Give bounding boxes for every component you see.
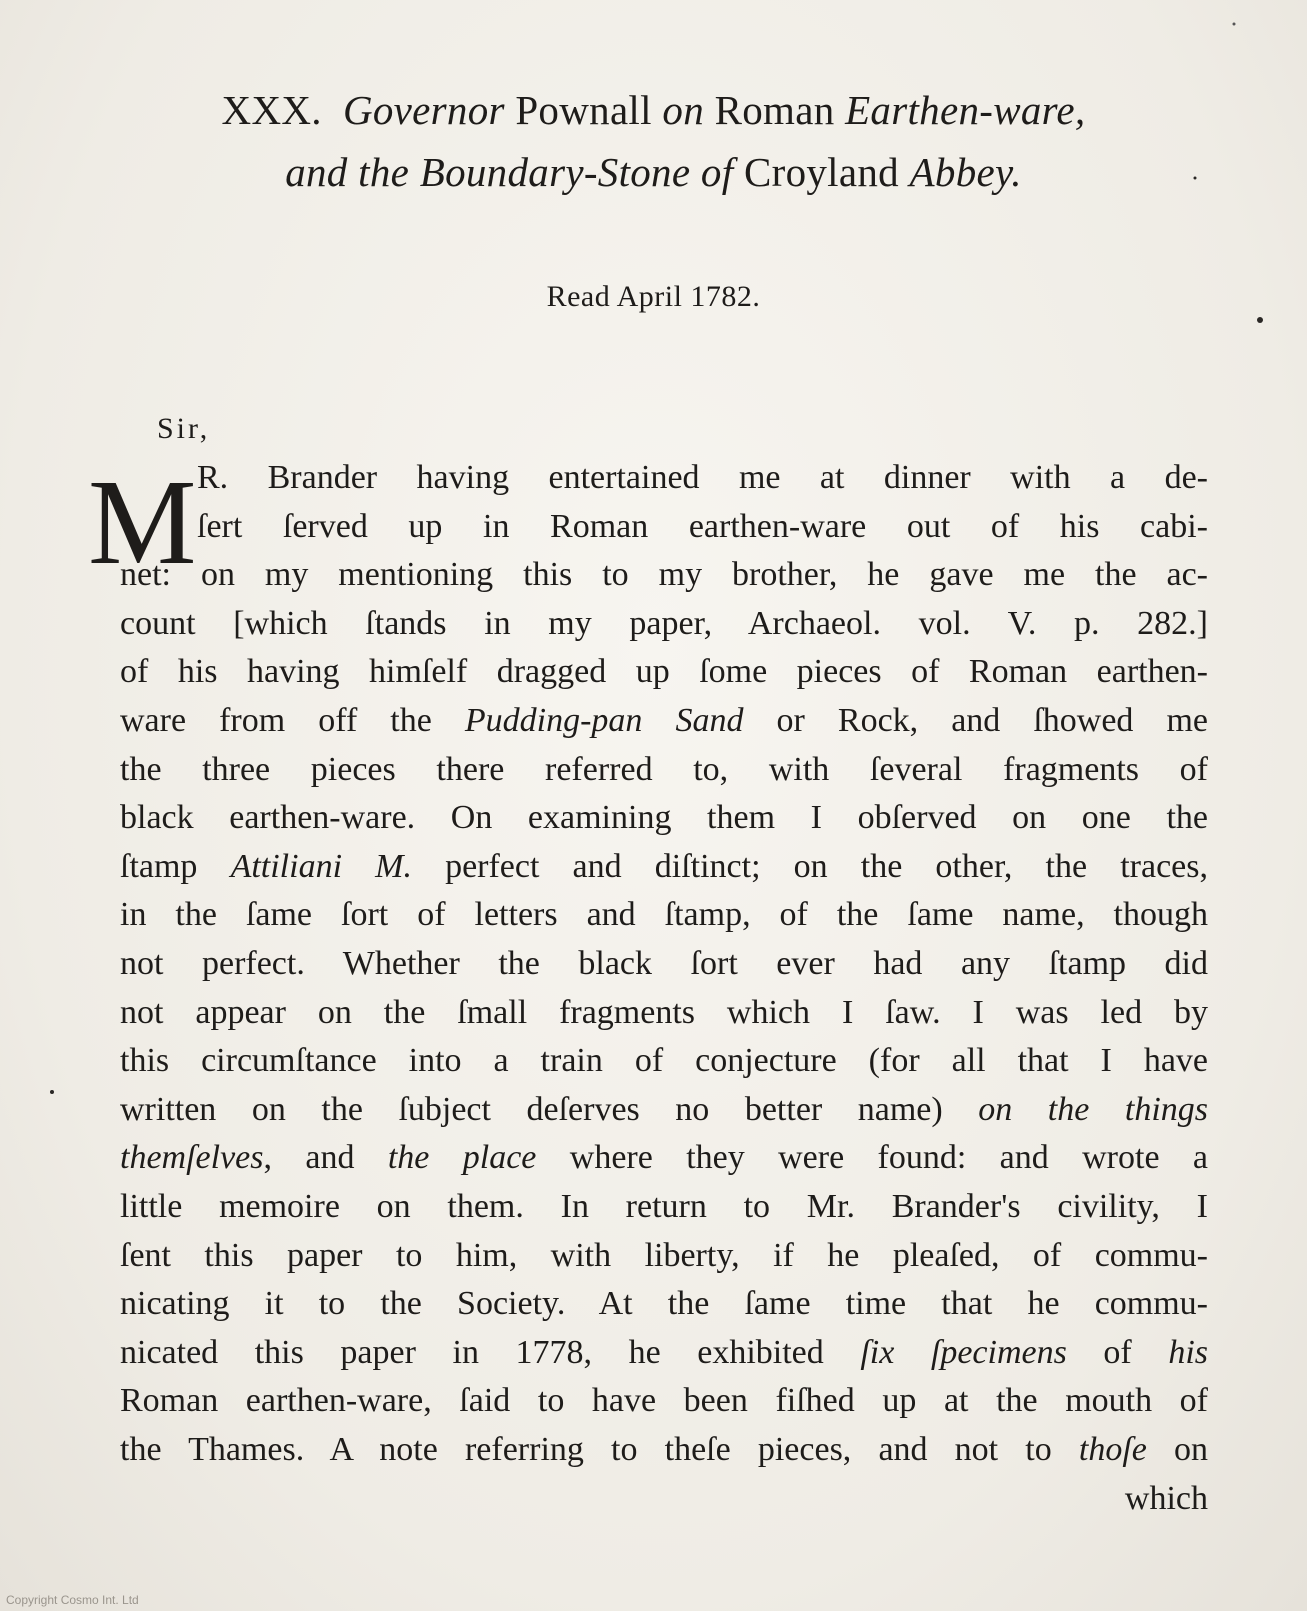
body-line: [120, 1333, 1208, 1373]
italic-phrase: the place: [387, 1139, 537, 1177]
italic-phrase: thoſe: [1078, 1431, 1147, 1468]
body-line: [120, 701, 1208, 741]
title-pownall: Pownall: [515, 87, 652, 133]
body-line: in the ſame ſort of letters and ſtamp, of the ſame name, though: [120, 896, 1208, 934]
text-run: the Thames. A note referring to theſe pieces, and not to: [120, 1431, 1079, 1468]
italic-phrase: ſix ſpecimens: [860, 1333, 1067, 1371]
text-run: of: [1066, 1333, 1169, 1371]
italic-phrase: Attiliani M.: [230, 847, 412, 885]
text-run: on: [1146, 1431, 1209, 1468]
italic-phrase: on the things: [978, 1090, 1208, 1128]
body-line: nicating it to the Society. At the ſame time that he commu-: [120, 1285, 1208, 1323]
article-title-line-2: [60, 138, 1247, 206]
text-run: perfect and diſtinct; on the other, the traces,: [411, 847, 1208, 885]
drop-cap: M: [88, 455, 197, 590]
italic-phrase: themſelves: [120, 1139, 264, 1177]
title-numeral: XXX.: [221, 87, 322, 133]
text-run: ſtamp: [120, 847, 231, 885]
body-line: Roman earthen-ware, ſaid to have been fiſhed up at the mouth of: [120, 1382, 1208, 1420]
body-line: not appear on the ſmall fragments which I ſaw. I was led by: [120, 993, 1208, 1031]
body-line: not perfect. Whether the black ſort ever had any ſtamp did: [120, 945, 1208, 982]
article-title-line-1: [60, 76, 1247, 144]
body-line: which: [1124, 1479, 1208, 1517]
body-line: black earthen-ware. On examining them I obſerved on one the: [120, 799, 1208, 837]
body-line: [120, 847, 1208, 887]
read-date: Read April 1782.: [546, 280, 761, 313]
speck: [1257, 317, 1263, 323]
speck: [1233, 23, 1236, 26]
salutation: Sir,: [157, 412, 211, 445]
body-line: [120, 1138, 1208, 1178]
speck: [50, 1090, 54, 1094]
body-line: [120, 1430, 1208, 1470]
body-line: net: on my mentioning this to my brother, he gave me the ac-: [120, 556, 1208, 594]
italic-phrase: Pudding-pan Sand: [464, 702, 744, 739]
text-run: written on the ſubject deſerves no better name): [120, 1090, 979, 1128]
title-and-the: and the: [285, 149, 410, 195]
body-line: R. Brander having entertained me at dinner with a de-: [197, 459, 1208, 496]
title-abbey: Abbey.: [909, 149, 1022, 195]
text-run: nicated this paper in 1778, he exhibited: [120, 1333, 861, 1371]
body-line: [120, 1090, 1208, 1130]
text-run: ware from off the: [120, 702, 465, 739]
text-run: , and: [263, 1139, 388, 1177]
italic-phrase: his: [1168, 1333, 1209, 1371]
title-croyland: Croyland: [743, 149, 899, 195]
body-line: the three pieces there referred to, with ſeveral fragments of: [120, 750, 1208, 788]
copyright-watermark: Copyright Cosmo Int. Ltd: [6, 1593, 139, 1607]
text-run: where they were found: and wrote a: [536, 1139, 1209, 1177]
body-line: ſert ſerved up in Roman earthen-ware out of his cabi-: [197, 507, 1208, 545]
title-governor: Governor: [342, 87, 505, 133]
body-line: ſent this paper to him, with liberty, if he pleaſed, of commu-: [120, 1236, 1208, 1274]
title-on: on: [662, 87, 704, 133]
title-of: of: [700, 149, 734, 195]
title-boundary-stone: Boundary-Stone: [419, 149, 691, 195]
body-line: little memoire on them. In return to Mr. Brander's civility, I: [120, 1188, 1208, 1225]
body-line: of his having himſelf dragged up ſome pieces of Roman earthen-: [120, 653, 1208, 691]
body-line: count [which ſtands in my paper, Archaeol. vol. V. p. 282.]: [120, 604, 1208, 642]
title-earthenware: Earthen-ware,: [845, 87, 1086, 133]
title-roman: Roman: [714, 87, 835, 133]
text-run: or Rock, and ſhowed me: [743, 702, 1209, 739]
body-line: this circumſtance into a train of conjecture (for all that I have: [120, 1042, 1208, 1080]
